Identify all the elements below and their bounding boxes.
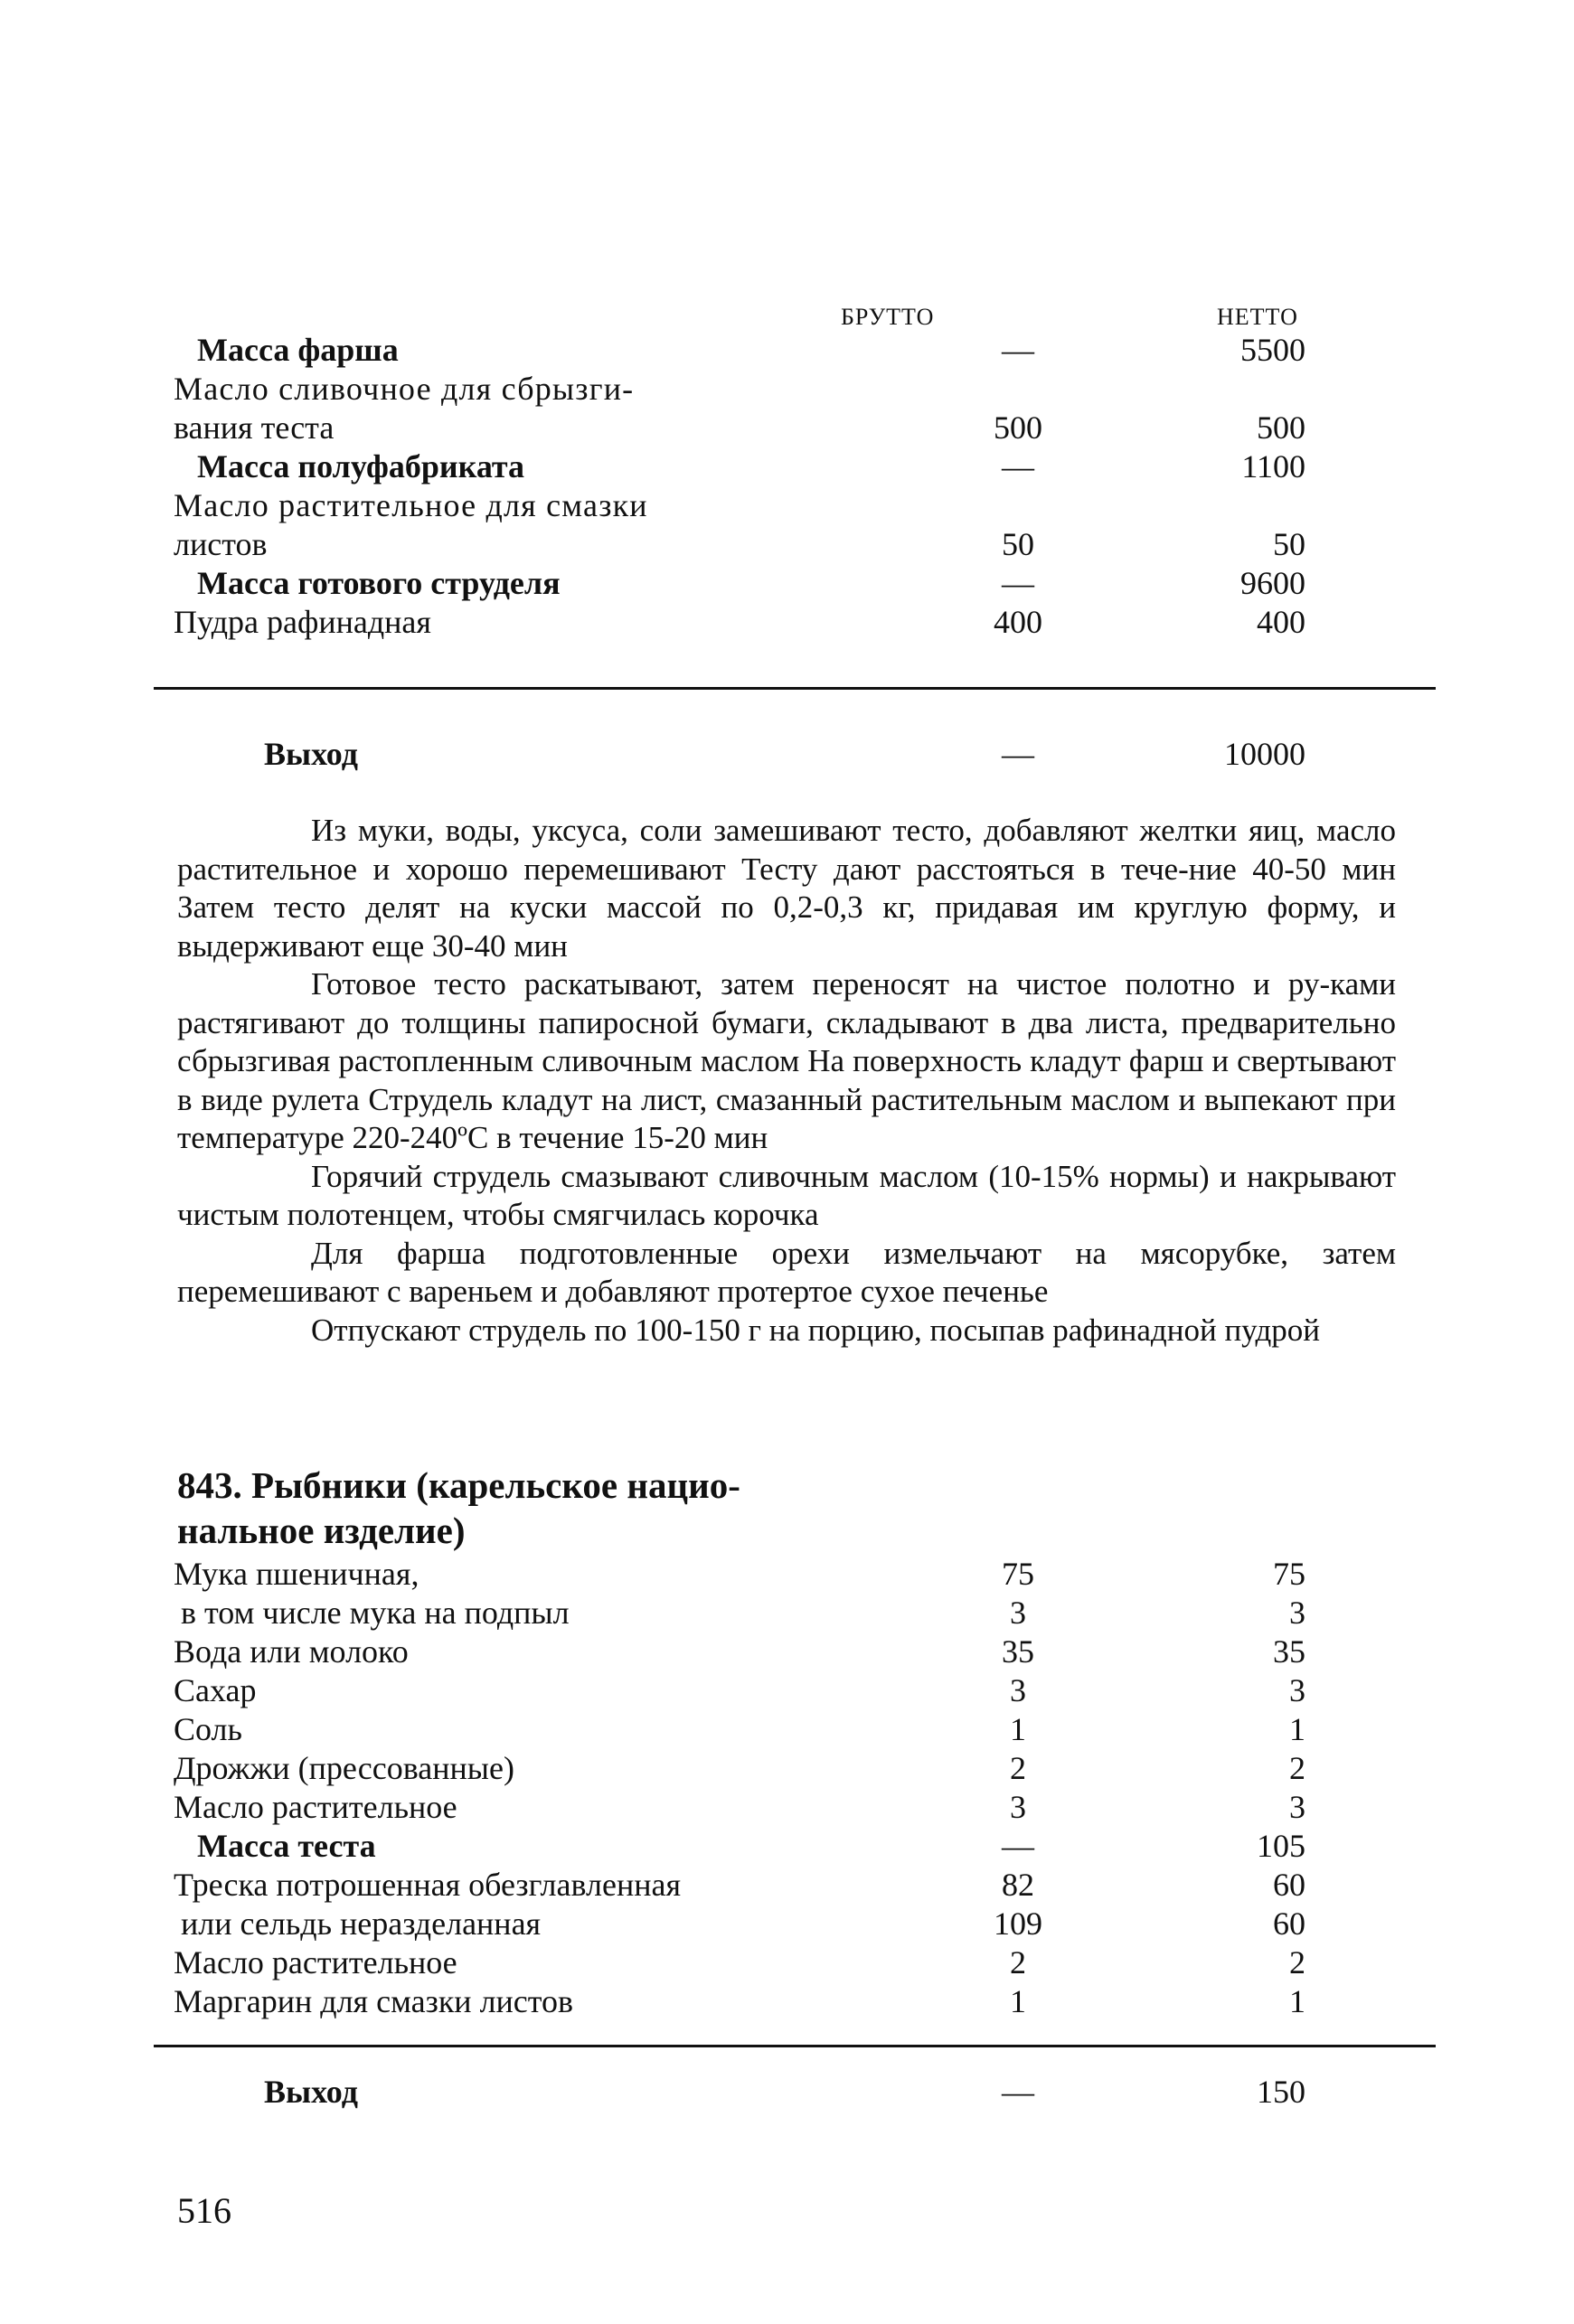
table-row [174,1905,1305,1943]
ingredient-name: Масса полуфабриката [197,448,525,485]
ingredient-name: Мука пшеничная, [174,1556,419,1592]
table-row [174,1555,1305,1594]
brutto-value: — [1002,565,1034,601]
instructions-text [177,812,1396,1350]
netto-value: 3 [1289,1789,1305,1825]
brutto-value: 400 [994,604,1042,640]
yield-brutto: — [1002,2074,1034,2110]
netto-value: 2 [1289,1944,1305,1981]
table-row [174,409,1305,447]
recipe-heading: 843. Рыбники (карельское нацио-нальное изделие) [177,1464,740,1551]
netto-value: 75 [1273,1556,1305,1592]
ingredient-name: Маргарин для смазки листов [174,1983,574,2019]
netto-value: 1100 [1241,448,1305,485]
brutto-value: 2 [1010,1944,1026,1981]
brutto-value: 3 [1010,1672,1026,1708]
brutto-value: 500 [994,409,1042,446]
ingredient-name: Масло растительное для смазки [174,487,648,523]
page-number: 516 [177,2190,231,2231]
table-row [174,486,1305,525]
ingredient-name: Пудра рафинадная [174,604,431,640]
netto-value: 3 [1289,1672,1305,1708]
ingredient-name: вания теста [174,409,335,446]
paragraph: Готовое тесто раскатывают, затем переносят на чистое полотно и ру-ками растягивают до толщины папиросной бумаги, складывают в два листа, предварительно сбрызгивая растопленным сливочным маслом На поверхность кладут фарш и свертывают в виде рулета Струдель кладут на лист, смазанный растительным маслом и выпекают при температуре 220-240ºС в течение 15-20 мин [177,966,1396,1155]
brutto-value: 50 [1002,526,1034,562]
netto-value: 50 [1273,526,1305,562]
ingredient-name: листов [174,526,268,562]
yield-row-rybniki [174,2070,1305,2113]
column-header-netto: НЕТТО [1217,304,1298,330]
table-row [174,1594,1305,1632]
table-row [174,447,1305,486]
ingredient-name: Соль [174,1711,242,1747]
netto-value: 9600 [1240,565,1305,601]
yield-row-strudel [174,732,1305,776]
table-row [174,1632,1305,1671]
column-header-brutto: БРУТТО [841,304,935,330]
ingredient-table-rybniki [174,1555,1305,2021]
netto-value: 105 [1257,1828,1305,1864]
brutto-value: 3 [1010,1595,1026,1631]
paragraph: Для фарша подготовленные орехи измельчают на мясорубке, затем перемешивают с вареньем и добавляют протертое сухое печенье [177,1235,1396,1309]
ingredient-name: Треска потрошенная обезглавленная [174,1867,682,1903]
netto-value: 60 [1273,1905,1305,1942]
netto-value: 5500 [1240,332,1305,368]
yield-brutto: — [1002,736,1034,772]
paragraph: Горячий струдель смазывают сливочным маслом (10-15% нормы) и накрывают чистым полотенцем, чтобы смягчилась корочка [177,1158,1396,1232]
netto-value: 1 [1289,1711,1305,1747]
brutto-value: — [1002,1828,1034,1864]
divider-rule [154,687,1436,690]
yield-netto: 150 [1257,2074,1305,2110]
paragraph: Отпускают струдель по 100-150 г на порцию, посыпав рафинадной пудрой [311,1312,1321,1348]
netto-value: 3 [1289,1595,1305,1631]
table-row [174,1671,1305,1710]
ingredient-name: Масло растительное [174,1944,457,1981]
netto-value: 2 [1289,1750,1305,1786]
brutto-value: 1 [1010,1711,1026,1747]
ingredient-table-strudel [174,331,1305,642]
table-row [174,1866,1305,1905]
table-row [174,603,1305,642]
ingredient-name: Масса готового струделя [197,565,561,601]
ingredient-name: Масса фарша [197,332,399,368]
brutto-value: 35 [1002,1633,1034,1670]
divider-rule [154,2045,1436,2047]
table-row [174,1943,1305,1982]
table-row [174,1710,1305,1749]
table-row [174,1827,1305,1866]
table-row [174,1982,1305,2021]
ingredient-name: в том числе мука на подпыл [181,1595,570,1631]
brutto-value: 1 [1010,1983,1026,2019]
yield-label: Выход [264,2074,358,2110]
ingredient-name: или сельдь неразделанная [181,1905,542,1942]
brutto-value: 75 [1002,1556,1034,1592]
ingredient-name: Дрожжи (прессованные) [174,1750,514,1786]
brutto-value: 109 [994,1905,1042,1942]
ingredient-name: Масло сливочное для сбрызги- [174,371,635,407]
ingredient-name: Масло растительное [174,1789,457,1825]
netto-value: 1 [1289,1983,1305,2019]
netto-value: 500 [1257,409,1305,446]
ingredient-name: Сахар [174,1672,257,1708]
table-row [174,370,1305,409]
yield-label: Выход [264,736,358,772]
paragraph: Из муки, воды, уксуса, соли замешивают тесто, добавляют желтки яиц, масло растительное и хорошо перемешивают Тесту дают расстояться в тече-ние 40-50 мин Затем тесто делят на куски массой по 0,2-0,3 кг, придавая им круглую форму, и выдерживают еще 30-40 мин [177,813,1396,964]
netto-value: 400 [1257,604,1305,640]
table-row [174,1788,1305,1827]
ingredient-name: Вода или молоко [174,1633,409,1670]
brutto-value: — [1002,332,1034,368]
netto-value: 35 [1273,1633,1305,1670]
brutto-value: 82 [1002,1867,1034,1903]
table-row [174,564,1305,603]
brutto-value: — [1002,448,1034,485]
brutto-value: 2 [1010,1750,1026,1786]
table-row [174,331,1305,370]
yield-netto: 10000 [1224,736,1305,772]
table-row [174,1749,1305,1788]
table-row [174,525,1305,564]
brutto-value: 3 [1010,1789,1026,1825]
ingredient-name: Масса теста [197,1828,376,1864]
netto-value: 60 [1273,1867,1305,1903]
